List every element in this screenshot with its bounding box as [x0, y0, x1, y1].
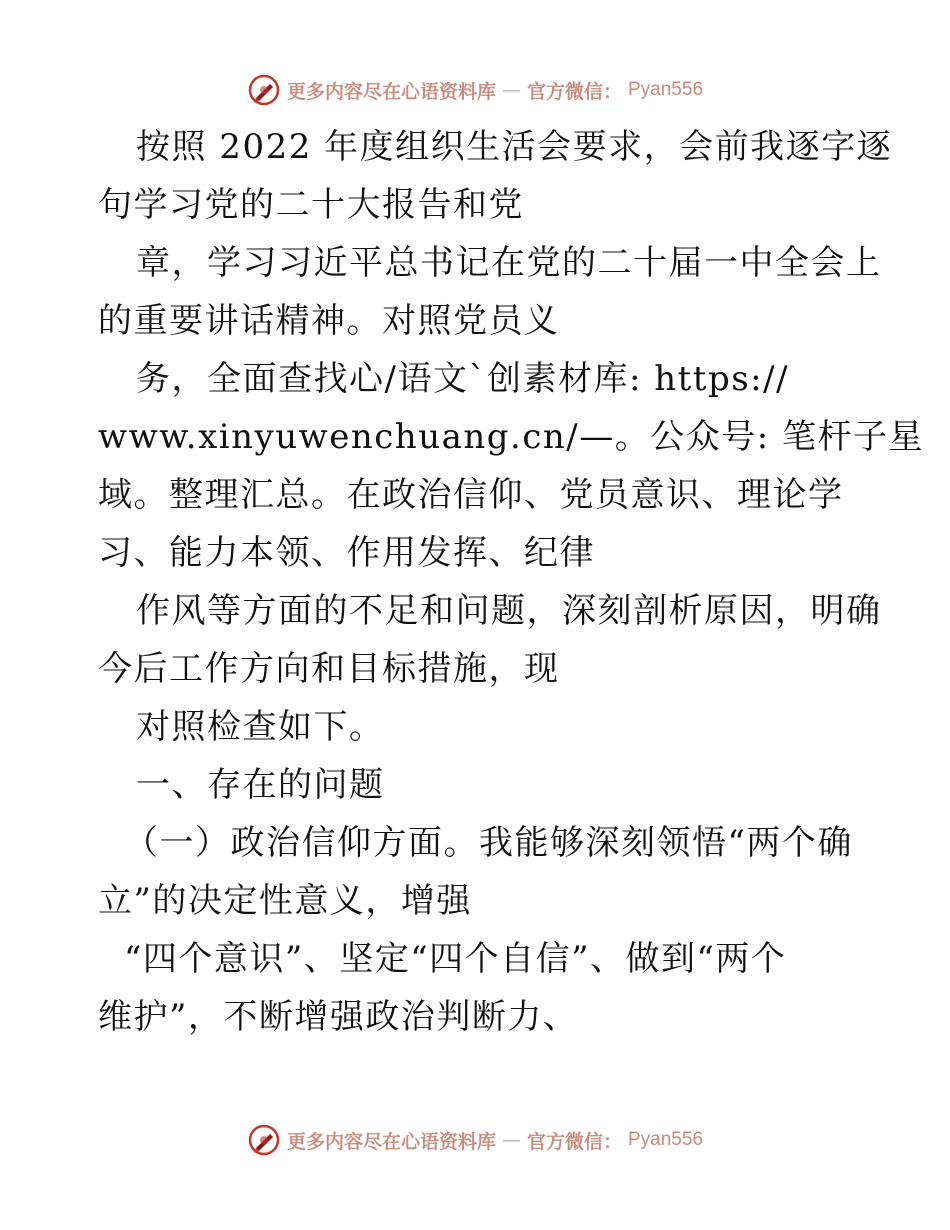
pen-logo-icon: [247, 73, 281, 107]
text-line: 对照检查如下。: [136, 707, 385, 747]
watermark-separator: —: [501, 1129, 521, 1151]
text-line: 的重要讲话精神。对照党员义: [98, 301, 560, 341]
text-line: 域。整理汇总。在政治信仰、党员意识、理论学: [98, 475, 844, 515]
text-line: 维护”，不断增强政治判断力、: [98, 997, 579, 1037]
watermark-main-text: 更多内容尽在心语资料库: [286, 80, 496, 103]
text-line: 章，学习习近平总书记在党的二十届一中全会上: [136, 243, 882, 283]
text-line: 立”的决定性意义，增强: [98, 881, 472, 921]
watermark-main-text: 更多内容尽在心语资料库: [286, 1130, 496, 1153]
watermark-wechat-label: 官方微信：: [526, 1130, 622, 1153]
text-line: 按照 2022 年度组织生活会要求，会前我逐字逐: [136, 127, 893, 167]
watermark-wechat-id: Pyan556: [628, 1129, 704, 1150]
text-line: 务，全面查找心/语文`创素材库: https://: [136, 359, 790, 399]
text-line: （一）政治信仰方面。我能够深刻领悟“两个确: [124, 823, 853, 863]
text-line: 作风等方面的不足和问题，深刻剖析原因，明确: [136, 591, 882, 631]
document-body: [98, 118, 924, 1046]
watermark-wechat-label: 官方微信：: [526, 80, 622, 103]
text-line: 习、能力本领、作用发挥、纪律: [98, 533, 595, 573]
text-line: 今后工作方向和目标措施，现: [98, 649, 560, 689]
text-line: “四个意识”、坚定“四个自信”、做到“两个: [124, 939, 787, 979]
watermark-wechat-id: Pyan556: [628, 79, 704, 100]
section-heading: 一、存在的问题: [136, 765, 385, 805]
pen-logo-icon: [247, 1123, 281, 1157]
footer-watermark: [0, 1120, 950, 1160]
watermark-separator: —: [501, 79, 521, 101]
text-line: www.xinyuwenchuang.cn/—。公众号: 笔杆子星: [98, 417, 924, 457]
header-watermark: [0, 70, 950, 110]
text-line: 句学习党的二十大报告和党: [98, 185, 524, 225]
